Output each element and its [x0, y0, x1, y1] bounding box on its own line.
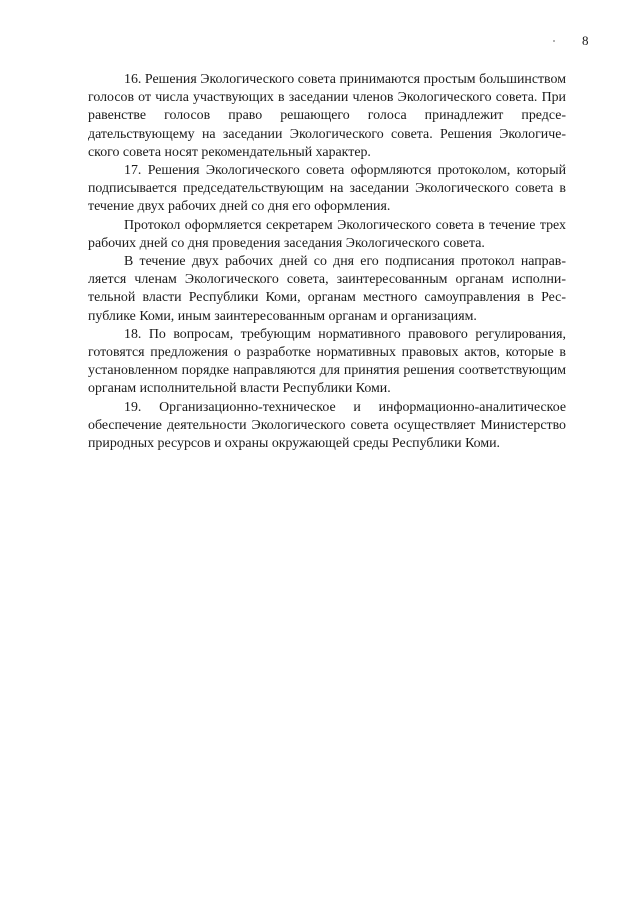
- paragraph-17: 17. Решения Экологического совета оформляются протоколом, который подписывается председательствующим на заседании Экологического совета в течение двух рабочих дней со дня его оформления.: [88, 163, 566, 215]
- page-number: 8: [582, 33, 589, 48]
- paragraph-16: 16. Решения Экологического совета принимаются простым большинством голосов от числа участвующих в заседании членов Экологического совета. При равенстве голосов право решающего голоса принадлежит председательствующему на заседании Экологического совета. Решения Экологического совета носят рекомендательный характер.: [88, 72, 566, 160]
- paragraph-19: 19. Организационно-техническое и информационно-аналитическое обеспечение деятельности Экологического совета осуществляет Министерство природных ресурсов и охраны окружающей среды Республики Коми.: [88, 399, 566, 452]
- scan-artifact-dot: [553, 40, 555, 42]
- paragraph-18: 18. По вопросам, требующим нормативного правового регулирования, готовятся предложения о разработке нормативных правовых актов, которые в установленном порядке направляются для принятия решения соответствующим органам исполнительной власти Республики Коми.: [88, 326, 566, 397]
- paragraph-protocol-secretary: Протокол оформляется секретарем Экологического совета в течение трех рабочих дней со дня проведения заседания Экологического совета.: [88, 217, 566, 251]
- document-body: [88, 71, 566, 453]
- paragraph-protocol-distribution: В течение двух рабочих дней со дня его подписания протокол направляется членам Экологического совета, заинтересованным органам исполнительной власти Республики Коми, органам местного самоуправления в Республике Коми, иным заинтересованным органам и организациям.: [88, 254, 566, 324]
